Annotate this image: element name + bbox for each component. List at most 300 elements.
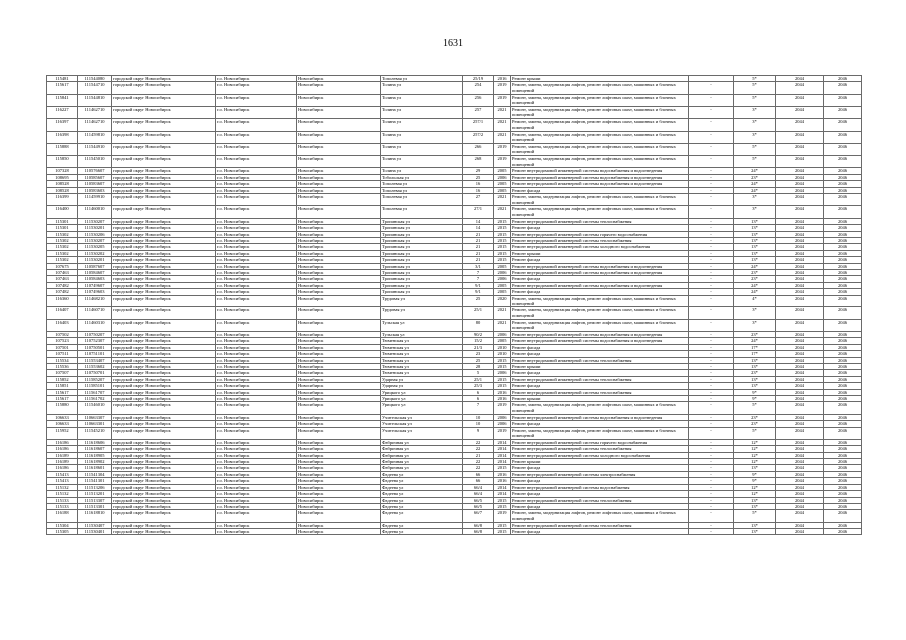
district-cell: городской округ Новосибирск [112, 237, 216, 243]
district-cell: городской округ Новосибирск [112, 187, 216, 193]
work-code-cell: 111460310 [78, 319, 112, 331]
city-cell: Новосибирск [297, 244, 381, 250]
work-type-cell: Ремонт крыши [511, 250, 689, 256]
city-cell: Новосибирск [297, 187, 381, 193]
work-type-cell: Ремонт, замена, модернизация лифтов, ремонт лифтовых шахт, машинных и блочных помещений [511, 143, 689, 155]
city-cell: Новосибирск [297, 376, 381, 382]
flag-cell: - [689, 119, 734, 131]
work-type-cell: Ремонт внутридомовой инженерной системы водоснабжения [511, 484, 689, 490]
year-cell: 2005 [494, 168, 511, 174]
locality-cell: г.о. Новосибирск [216, 174, 297, 180]
work-code-cell: 111462710 [78, 107, 112, 119]
work-code-cell: 111513301 [78, 503, 112, 509]
locality-cell: г.о. Новосибирск [216, 484, 297, 490]
start-year-cell: 2044 [776, 370, 824, 376]
work-type-cell: Ремонт внутридомовой инженерной системы холодного водоснабжения [511, 244, 689, 250]
start-year-cell: 2044 [776, 307, 824, 319]
building-id-cell: 115132 [47, 484, 78, 490]
end-year-cell: 2046 [824, 491, 862, 497]
house-number-cell: 22 [463, 465, 494, 471]
work-type-cell: Ремонт фасада [511, 344, 689, 350]
house-number-cell: 22 [463, 439, 494, 445]
flag-cell: - [689, 344, 734, 350]
work-code-cell: 110750207 [78, 331, 112, 337]
year-cell: 2019 [494, 156, 511, 168]
flag-cell: - [689, 364, 734, 370]
start-year-cell: 2044 [776, 225, 824, 231]
mark-cell: 13* [734, 497, 776, 503]
house-number-cell: 66/4 [463, 491, 494, 497]
house-number-cell: 27 [463, 194, 494, 206]
start-year-cell: 2044 [776, 237, 824, 243]
city-cell: Новосибирск [297, 331, 381, 337]
building-id-cell: 115302 [47, 231, 78, 237]
building-id-cell: 115481 [47, 76, 78, 82]
flag-cell: - [689, 94, 734, 106]
start-year-cell: 2044 [776, 446, 824, 452]
mark-cell: 9* [734, 478, 776, 484]
end-year-cell: 2046 [824, 370, 862, 376]
year-cell: 2014 [494, 446, 511, 452]
work-code-cell: 110752307 [78, 338, 112, 344]
end-year-cell: 2046 [824, 497, 862, 503]
building-id-cell: 115841 [47, 94, 78, 106]
flag-cell: - [689, 289, 734, 295]
work-type-cell: Ремонт фасада [511, 351, 689, 357]
flag-cell: - [689, 370, 734, 376]
end-year-cell: 2046 [824, 295, 862, 307]
city-cell: Новосибирск [297, 231, 381, 237]
end-year-cell: 2046 [824, 459, 862, 465]
district-cell: городской округ Новосибирск [112, 257, 216, 263]
street-cell: Тюменская ул [381, 357, 463, 363]
street-cell: Тополевая ул [381, 181, 463, 187]
work-code-cell: 111530206 [78, 231, 112, 237]
street-cell: Ударная ул [381, 376, 463, 382]
year-cell: 2019 [494, 94, 511, 106]
district-cell: городской округ Новосибирск [112, 351, 216, 357]
start-year-cell: 2044 [776, 168, 824, 174]
work-code-cell: 111541304 [78, 471, 112, 477]
mark-cell: 3* [734, 131, 776, 143]
work-type-cell: Ремонт крыши [511, 76, 689, 82]
work-code-cell: 111561702 [78, 396, 112, 402]
start-year-cell: 2044 [776, 82, 824, 94]
building-id-cell: 116189 [47, 459, 78, 465]
start-year-cell: 2044 [776, 376, 824, 382]
building-id-cell: 115534 [47, 357, 78, 363]
house-number-cell: 22 [463, 446, 494, 452]
work-code-cell: 110749603 [78, 289, 112, 295]
building-id-cell: 115133 [47, 497, 78, 503]
city-cell: Новосибирск [297, 76, 381, 82]
street-cell: Толина ул [381, 94, 463, 106]
building-id-cell: 115302 [47, 257, 78, 263]
district-cell: городской округ Новосибирск [112, 331, 216, 337]
city-cell: Новосибирск [297, 289, 381, 295]
street-cell: Тропинская ул [381, 244, 463, 250]
table-row [47, 119, 862, 131]
work-code-cell: 111530202 [78, 250, 112, 256]
work-type-cell: Ремонт внутридомовой инженерной системы водоснабжения и водоотведения [511, 269, 689, 275]
end-year-cell: 2046 [824, 338, 862, 344]
work-code-cell: 110583607 [78, 181, 112, 187]
flag-cell: - [689, 529, 734, 535]
work-type-cell: Ремонт внутридомовой инженерной системы теплоснабжения [511, 497, 689, 503]
flag-cell: - [689, 231, 734, 237]
flag-cell: - [689, 156, 734, 168]
end-year-cell: 2046 [824, 168, 862, 174]
table-row [47, 143, 862, 155]
work-code-cell: 111462710 [78, 119, 112, 131]
mark-cell: 23* [734, 276, 776, 282]
work-code-cell: 111618607 [78, 446, 112, 452]
start-year-cell: 2044 [776, 351, 824, 357]
year-cell: 2015 [494, 364, 511, 370]
building-id-cell: 115132 [47, 491, 78, 497]
flag-cell: - [689, 319, 734, 331]
city-cell: Новосибирск [297, 181, 381, 187]
mark-cell: 9* [734, 389, 776, 395]
city-cell: Новосибирск [297, 237, 381, 243]
start-year-cell: 2044 [776, 427, 824, 439]
street-cell: Фадеева ул [381, 510, 463, 522]
work-type-cell: Ремонт, замена, модернизация лифтов, ремонт лифтовых шахт, машинных и блочных помещений [511, 510, 689, 522]
house-number-cell: 14 [463, 218, 494, 224]
city-cell: Новосибирск [297, 194, 381, 206]
street-cell: Трудовая ул [381, 295, 463, 307]
work-code-cell: 110585607 [78, 174, 112, 180]
year-cell: 2015 [494, 357, 511, 363]
mark-cell: 13* [734, 376, 776, 382]
start-year-cell: 2044 [776, 414, 824, 420]
start-year-cell: 2044 [776, 344, 824, 350]
city-cell: Новосибирск [297, 414, 381, 420]
end-year-cell: 2046 [824, 269, 862, 275]
district-cell: городской округ Новосибирск [112, 471, 216, 477]
work-code-cell: 111544710 [78, 82, 112, 94]
work-type-cell: Ремонт фасада [511, 187, 689, 193]
end-year-cell: 2046 [824, 427, 862, 439]
house-number-cell: 66/8 [463, 529, 494, 535]
building-id-cell: 115880 [47, 402, 78, 414]
end-year-cell: 2046 [824, 307, 862, 319]
house-number-cell: 6 [463, 396, 494, 402]
locality-cell: г.о. Новосибирск [216, 370, 297, 376]
district-cell: городской округ Новосибирск [112, 295, 216, 307]
city-cell: Новосибирск [297, 319, 381, 331]
street-cell: Толина ул [381, 143, 463, 155]
table-row [47, 307, 862, 319]
district-cell: городской округ Новосибирск [112, 131, 216, 143]
end-year-cell: 2046 [824, 389, 862, 395]
work-type-cell: Ремонт, замена, модернизация лифтов, ремонт лифтовых шахт, машинных и блочных помещений [511, 194, 689, 206]
city-cell: Новосибирск [297, 307, 381, 319]
city-cell: Новосибирск [297, 510, 381, 522]
end-year-cell: 2046 [824, 257, 862, 263]
street-cell: Тропинская ул [381, 269, 463, 275]
flag-cell: - [689, 250, 734, 256]
start-year-cell: 2044 [776, 282, 824, 288]
building-id-cell: 115413 [47, 478, 78, 484]
house-number-cell: 21 [463, 257, 494, 263]
year-cell: 2015 [494, 522, 511, 528]
year-cell: 2016 [494, 471, 511, 477]
mark-cell: 4* [734, 295, 776, 307]
mark-cell: 12* [734, 452, 776, 458]
street-cell: Фадеева ул [381, 522, 463, 528]
building-id-cell: 107502 [47, 331, 78, 337]
mark-cell: 17* [734, 351, 776, 357]
street-cell: Учительская ул [381, 421, 463, 427]
district-cell: городской округ Новосибирск [112, 439, 216, 445]
district-cell: городской округ Новосибирск [112, 107, 216, 119]
district-cell: городской округ Новосибирск [112, 194, 216, 206]
work-type-cell: Ремонт внутридомовой инженерной системы теплоснабжения [511, 522, 689, 528]
end-year-cell: 2046 [824, 465, 862, 471]
mark-cell: 13* [734, 225, 776, 231]
locality-cell: г.о. Новосибирск [216, 389, 297, 395]
house-number-cell: 5 [463, 370, 494, 376]
table-row [47, 131, 862, 143]
locality-cell: г.о. Новосибирск [216, 459, 297, 465]
house-number-cell: 90/2 [463, 331, 494, 337]
work-code-cell: 111553407 [78, 357, 112, 363]
work-type-cell: Ремонт фасада [511, 383, 689, 389]
district-cell: городской округ Новосибирск [112, 376, 216, 382]
locality-cell: г.о. Новосибирск [216, 250, 297, 256]
mark-cell: 23* [734, 421, 776, 427]
flag-cell: - [689, 225, 734, 231]
house-number-cell: 66 [463, 478, 494, 484]
street-cell: Толина ул [381, 131, 463, 143]
mark-cell: 24* [734, 282, 776, 288]
street-cell: Тропинская ул [381, 263, 463, 269]
house-number-cell: 21 [463, 237, 494, 243]
end-year-cell: 2046 [824, 82, 862, 94]
locality-cell: г.о. Новосибирск [216, 421, 297, 427]
mark-cell: 23* [734, 269, 776, 275]
building-id-cell: 116397 [47, 119, 78, 131]
district-cell: городской округ Новосибирск [112, 319, 216, 331]
district-cell: городской округ Новосибирск [112, 289, 216, 295]
start-year-cell: 2044 [776, 206, 824, 218]
locality-cell: г.о. Новосибирск [216, 452, 297, 458]
work-type-cell: Ремонт, замена, модернизация лифтов, ремонт лифтовых шахт, машинных и блочных помещений [511, 131, 689, 143]
year-cell: 2015 [494, 244, 511, 250]
start-year-cell: 2044 [776, 421, 824, 427]
work-code-cell: 110576607 [78, 168, 112, 174]
work-code-cell: 111553602 [78, 364, 112, 370]
work-type-cell: Ремонт крыши [511, 364, 689, 370]
start-year-cell: 2044 [776, 497, 824, 503]
flag-cell: - [689, 465, 734, 471]
locality-cell: г.о. Новосибирск [216, 439, 297, 445]
work-type-cell: Ремонт, замена, модернизация лифтов, ремонт лифтовых шахт, машинных и блочных помещений [511, 107, 689, 119]
street-cell: Тюменская ул [381, 370, 463, 376]
mark-cell: 9* [734, 471, 776, 477]
end-year-cell: 2046 [824, 187, 862, 193]
end-year-cell: 2046 [824, 282, 862, 288]
end-year-cell: 2046 [824, 478, 862, 484]
district-cell: городской округ Новосибирск [112, 383, 216, 389]
table-row [47, 107, 862, 119]
end-year-cell: 2046 [824, 503, 862, 509]
house-number-cell: 25/19 [463, 76, 494, 82]
year-cell: 2015 [494, 257, 511, 263]
building-id-cell: 106633 [47, 421, 78, 427]
year-cell: 2020 [494, 295, 511, 307]
table-row [47, 194, 862, 206]
end-year-cell: 2046 [824, 396, 862, 402]
mark-cell: 12* [734, 439, 776, 445]
flag-cell: - [689, 338, 734, 344]
house-number-cell: 16 [463, 181, 494, 187]
year-cell: 2005 [494, 187, 511, 193]
house-number-cell: 257 [463, 107, 494, 119]
house-number-cell: 25 [463, 295, 494, 307]
start-year-cell: 2044 [776, 94, 824, 106]
building-id-cell: 116360 [47, 295, 78, 307]
start-year-cell: 2044 [776, 478, 824, 484]
flag-cell: - [689, 402, 734, 414]
start-year-cell: 2044 [776, 295, 824, 307]
table-row [47, 295, 862, 307]
work-type-cell: Ремонт фасада [511, 503, 689, 509]
street-cell: Фадеева ул [381, 484, 463, 490]
end-year-cell: 2046 [824, 452, 862, 458]
end-year-cell: 2046 [824, 218, 862, 224]
end-year-cell: 2046 [824, 510, 862, 522]
year-cell: 2006 [494, 370, 511, 376]
house-number-cell: 28 [463, 364, 494, 370]
work-code-cell: 110584607 [78, 269, 112, 275]
flag-cell: - [689, 351, 734, 357]
house-number-cell: 14 [463, 225, 494, 231]
city-cell: Новосибирск [297, 338, 381, 344]
mark-cell: 5* [734, 76, 776, 82]
locality-cell: г.о. Новосибирск [216, 331, 297, 337]
start-year-cell: 2044 [776, 471, 824, 477]
mark-cell: 5* [734, 402, 776, 414]
year-cell: 2005 [494, 338, 511, 344]
mark-cell: 13* [734, 357, 776, 363]
flag-cell: - [689, 478, 734, 484]
house-number-cell: 257/1 [463, 119, 494, 131]
house-number-cell: 10 [463, 421, 494, 427]
mark-cell: 13* [734, 244, 776, 250]
year-cell: 2015 [494, 250, 511, 256]
building-id-cell: 115305 [47, 529, 78, 535]
district-cell: городской округ Новосибирск [112, 497, 216, 503]
city-cell: Новосибирск [297, 396, 381, 402]
house-number-cell: 266 [463, 143, 494, 155]
year-cell: 2021 [494, 131, 511, 143]
year-cell: 2015 [494, 376, 511, 382]
building-id-cell: 115304 [47, 522, 78, 528]
end-year-cell: 2046 [824, 181, 862, 187]
end-year-cell: 2046 [824, 331, 862, 337]
end-year-cell: 2046 [824, 131, 862, 143]
building-id-cell: 115133 [47, 503, 78, 509]
work-code-cell: 111541301 [78, 478, 112, 484]
street-cell: Учительская ул [381, 414, 463, 420]
locality-cell: г.о. Новосибирск [216, 156, 297, 168]
work-code-cell: 111530201 [78, 225, 112, 231]
street-cell: Тропинская ул [381, 250, 463, 256]
flag-cell: - [689, 459, 734, 465]
work-code-cell: 111618902 [78, 459, 112, 465]
city-cell: Новосибирск [297, 427, 381, 439]
locality-cell: г.о. Новосибирск [216, 446, 297, 452]
locality-cell: г.о. Новосибирск [216, 503, 297, 509]
work-code-cell: 111618810 [78, 510, 112, 522]
building-id-cell: 108528 [47, 187, 78, 193]
mark-cell: 13* [734, 383, 776, 389]
flag-cell: - [689, 471, 734, 477]
work-type-cell: Ремонт внутридомовой инженерной системы горячего водоснабжения [511, 439, 689, 445]
table-row [47, 529, 862, 535]
district-cell: городской округ Новосибирск [112, 522, 216, 528]
district-cell: городской округ Новосибирск [112, 82, 216, 94]
house-number-cell: 80 [463, 319, 494, 331]
locality-cell: г.о. Новосибирск [216, 187, 297, 193]
work-type-cell: Ремонт, замена, модернизация лифтов, ремонт лифтовых шахт, машинных и блочных помещений [511, 427, 689, 439]
work-code-cell: 110663301 [78, 421, 112, 427]
year-cell: 2019 [494, 82, 511, 94]
street-cell: Тропинская ул [381, 225, 463, 231]
year-cell: 2015 [494, 465, 511, 471]
year-cell: 2005 [494, 282, 511, 288]
flag-cell: - [689, 168, 734, 174]
street-cell: Тульская ул [381, 331, 463, 337]
locality-cell: г.о. Новосибирск [216, 82, 297, 94]
end-year-cell: 2046 [824, 276, 862, 282]
mark-cell: 5* [734, 427, 776, 439]
building-id-cell: 116188 [47, 510, 78, 522]
end-year-cell: 2046 [824, 383, 862, 389]
district-cell: городской округ Новосибирск [112, 231, 216, 237]
city-cell: Новосибирск [297, 491, 381, 497]
locality-cell: г.о. Новосибирск [216, 497, 297, 503]
year-cell: 2015 [494, 383, 511, 389]
locality-cell: г.о. Новосибирск [216, 231, 297, 237]
locality-cell: г.о. Новосибирск [216, 276, 297, 282]
city-cell: Новосибирск [297, 131, 381, 143]
building-id-cell: 115852 [47, 376, 78, 382]
locality-cell: г.о. Новосибирск [216, 295, 297, 307]
building-id-cell: 115952 [47, 427, 78, 439]
building-id-cell: 107675 [47, 263, 78, 269]
flag-cell: - [689, 376, 734, 382]
year-cell: 2021 [494, 107, 511, 119]
flag-cell: - [689, 452, 734, 458]
locality-cell: г.о. Новосибирск [216, 282, 297, 288]
mark-cell: 24* [734, 338, 776, 344]
start-year-cell: 2044 [776, 459, 824, 465]
work-type-cell: Ремонт внутридомовой инженерной системы теплоснабжения [511, 376, 689, 382]
building-id-cell: 115302 [47, 237, 78, 243]
end-year-cell: 2046 [824, 225, 862, 231]
register-body [47, 76, 862, 535]
work-code-cell: 111460710 [78, 307, 112, 319]
year-cell: 2019 [494, 427, 511, 439]
mark-cell: 5* [734, 82, 776, 94]
end-year-cell: 2046 [824, 421, 862, 427]
year-cell: 2015 [494, 237, 511, 243]
district-cell: городской округ Новосибирск [112, 465, 216, 471]
street-cell: Фадеева ул [381, 503, 463, 509]
